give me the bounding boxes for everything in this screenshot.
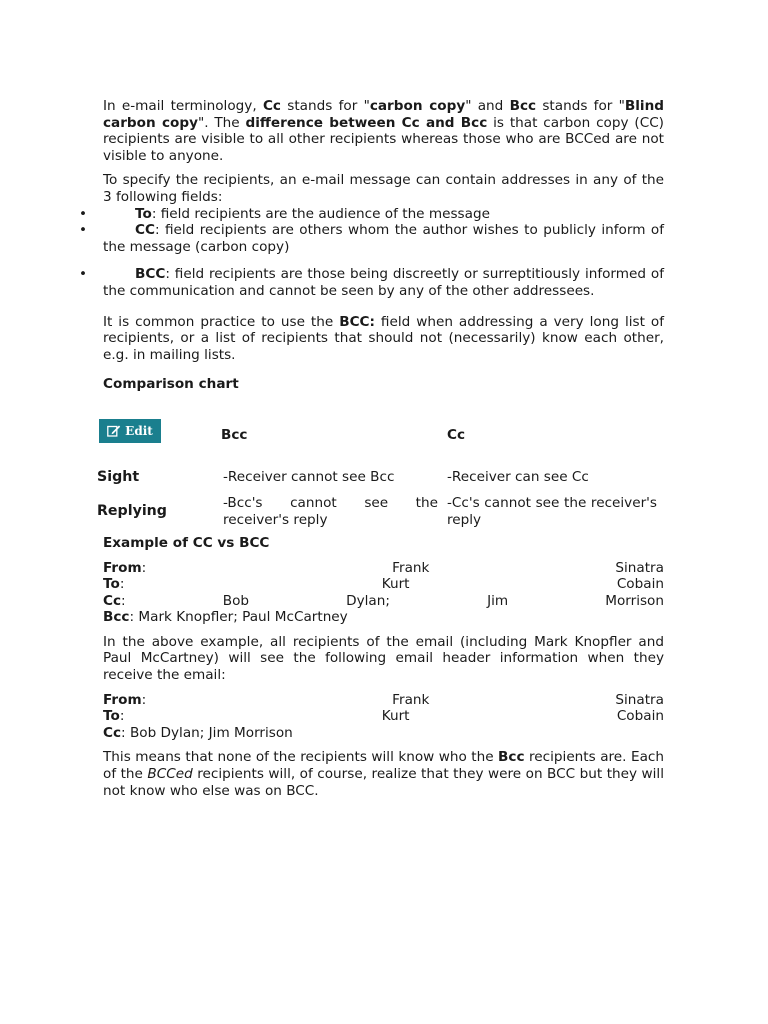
pencil-square-icon [107,424,121,437]
above-example-paragraph: In the above example, all recipients of the email (including Mark Knopfler and Paul McCartney) will see the following email header information when they receive the email: [103,633,664,684]
example-1-header [103,560,664,626]
table-cell: -Receiver can see Cc [447,468,589,485]
table-cell: -Cc's cannot see the receiver's reply [447,494,657,528]
to-line: To: Kurt Cobain [103,576,664,593]
specify-paragraph: To specify the recipients, an e-mail message can contain addresses in any of the 3 following fields: [103,172,664,205]
from-line: From: Frank Sinatra [103,691,664,708]
list-item: • BCC: field recipients are those being discreetly or surreptitiously informed of the communication and cannot be seen by any of the other addressees. [79,266,664,299]
edit-label: Edit [125,423,153,438]
list-item: • To: field recipients are the audience of the message [79,205,490,222]
column-header-bcc: Bcc [221,426,248,443]
list-item: • CC: field recipients are others whom the author wishes to publicly inform of the message (carbon copy) [79,222,664,255]
table-cell: -Receiver cannot see Bcc [223,468,395,485]
practice-paragraph: It is common practice to use the BCC: field when addressing a very long list of recipients, or a list of recipients that should not (necessarily) know each other, e.g. in mailing lists. [103,313,664,363]
comparison-chart [97,405,664,535]
row-label-replying: Replying [97,502,167,519]
cc-line: Cc: Bob Dylan; Jim Morrison [103,592,664,609]
to-line: To: Kurt Cobain [103,708,664,725]
table-cell: -Bcc's cannot see the receiver's reply [223,494,438,528]
intro-paragraph: In e-mail terminology, Cc stands for "carbon copy" and Bcc stands for "Blind carbon copy". The difference between Cc and Bcc is that carbon copy (CC) recipients are visible to all other recipients whereas those who are BCCed are not visible to anyone. [103,98,664,164]
cc-line: Cc: Bob Dylan; Jim Morrison [103,724,293,741]
example-heading: Example of CC vs BCC [103,534,270,551]
document-body [79,98,664,799]
column-header-cc: Cc [447,426,466,443]
from-line: From: Frank Sinatra [103,559,664,576]
example-2-header [103,692,664,742]
edit-button[interactable] [99,419,161,443]
recipient-fields-list [79,205,664,300]
row-label-sight: Sight [97,468,140,485]
conclusion-paragraph: This means that none of the recipients will know who the Bcc recipients are. Each of the BCCed recipients will, of course, realize that they were on BCC but they will not know who else was on BCC. [103,749,664,799]
bcc-line: Bcc: Mark Knopfler; Paul McCartney [103,609,348,626]
comparison-heading: Comparison chart [103,376,239,393]
